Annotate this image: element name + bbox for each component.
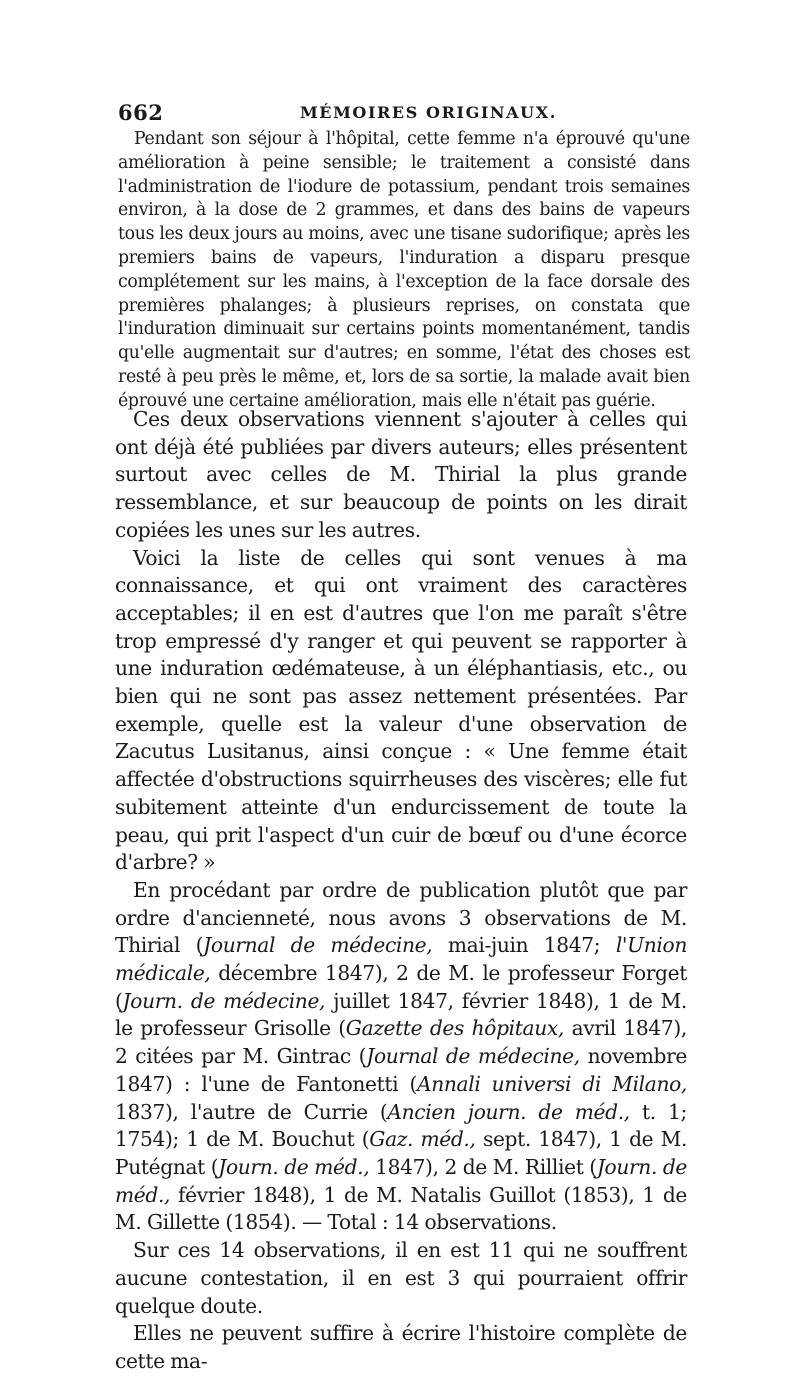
journal-citation: Journ. de médecine, <box>122 988 326 1013</box>
case-report-text <box>118 128 690 414</box>
text-run: décembre 1847), 2 de M. le professeur Forget ( <box>115 961 687 1013</box>
journal-citation: Gaz. méd., <box>369 1127 476 1152</box>
main-text <box>115 406 687 1376</box>
text-run: février 1848), 1 de M. Natalis Guillot (1853), 1 de M. Gillette (1854). — Total : 14 observations. <box>115 1182 687 1235</box>
paragraph-count: Sur ces 14 observations, il en est 11 qui ne souffrent aucune contestation, il en est 3 qui pourraient offrir quelque doute. <box>115 1238 687 1318</box>
journal-citation: Journal de médecine, <box>203 933 433 958</box>
journal-citation: Gazette des hôpitaux, <box>345 1016 564 1041</box>
journal-citation: Journ. de méd., <box>218 1154 370 1179</box>
journal-citation: Ancien journ. de méd., <box>387 1099 630 1124</box>
journal-citation: l'Union médicale, <box>115 933 687 986</box>
text-run: mai-juin 1847; <box>432 933 616 958</box>
text-run: novembre 1847) : l'une de Fantonetti ( <box>115 1044 688 1096</box>
paragraph-continued: Elles ne peuvent suffire à écrire l'histoire complète de cette ma- <box>115 1321 687 1373</box>
paragraph-publications <box>115 877 687 1237</box>
journal-citation: Journal de médecine, <box>366 1044 580 1069</box>
running-title: MÉMOIRES ORIGINAUX. <box>300 103 557 122</box>
text-run: sept. 1847), 1 de M. Putégnat ( <box>115 1127 688 1179</box>
page-number: 662 <box>118 100 164 125</box>
text-run: 1837), l'autre de Currie ( <box>115 1099 388 1124</box>
text-run: 1847), 2 de M. Rilliet ( <box>369 1154 597 1179</box>
journal-citation: Annali universi di Milano, <box>417 1071 687 1096</box>
text-run: avril 1847), 2 citées par M. Gintrac ( <box>115 1016 687 1069</box>
text-run: t. 1; 1754); 1 de M. Bouchut ( <box>115 1099 688 1152</box>
page-header <box>118 100 693 126</box>
paragraph-observations: Ces deux observations viennent s'ajouter à celles qui ont déjà été publiées par divers auteurs; elles présentent surtout avec celles de M. Thirial la plus grande ressemblance, et sur beaucoup de points on les dirait copiées les unes sur les autres. <box>115 407 687 542</box>
journal-citation: Journ. de méd., <box>115 1154 687 1207</box>
text-run: En procédant par ordre de publication plutôt que par ordre d'ancienneté, nous avons 3 observations de M. Thirial ( <box>115 877 687 958</box>
case-report-paragraph: Pendant son séjour à l'hôpital, cette femme n'a éprouvé qu'une amélioration à peine sensible; le traitement a consisté dans l'administration de l'iodure de potassium, pendant trois semaines environ, à la dose de 2 grammes, et dans des bains de vapeurs tous les deux jours au moins, avec une tisane sudorifique; après les premiers bains de vapeurs, l'induration a disparu presque complétement sur les mains, à l'exception de la face dorsale des premières phalanges; à plusieurs reprises, on constata que l'induration diminuait sur certains points momentanément, tandis qu'elle augmentait sur d'autres; en somme, l'état des choses est resté à peu près le même, et, lors de sa sortie, la malade avait bien éprouvé une certaine amélioration, mais elle n'était pas guérie. <box>118 129 690 411</box>
paragraph-list-intro: Voici la liste de celles qui sont venues à ma connaissance, et qui ont vraiment des caractères acceptables; il en est d'autres que l'on me paraît s'être trop empressé d'y ranger et qui peuvent se rapporter à une induration œdémateuse, à un éléphantiasis, etc., ou bien qui ne sont pas assez nettement présentées. Par exemple, quelle est la valeur d'une observation de Zacutus Lusitanus, ainsi conçue : « Une femme était affectée d'obstructions squirrheuses des viscères; elle fut subitement atteinte d'un endurcissement de toute la peau, qui prit l'aspect d'un cuir de bœuf ou d'une écorce d'arbre? » <box>115 545 687 875</box>
text-run: juillet 1847, février 1848), 1 de M. le professeur Grisolle ( <box>115 988 687 1041</box>
